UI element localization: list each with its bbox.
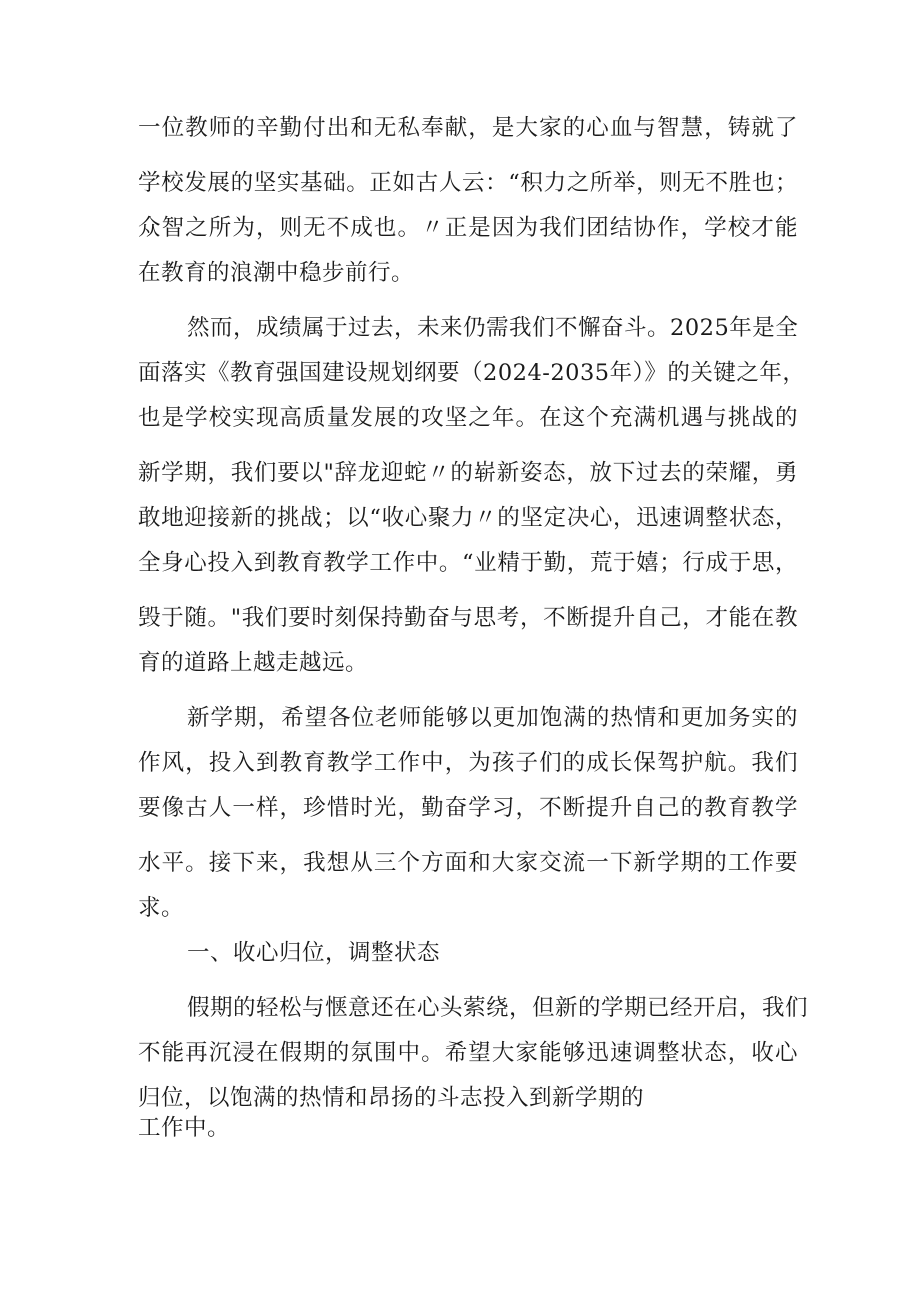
- paragraph-line: 育的道路上越走越远。: [138, 650, 369, 676]
- paragraph-line: 工作中。: [138, 1115, 231, 1141]
- paragraph-line: 全身心投入到教育教学工作中。“业精于勤，荒于嬉；行成于思，: [138, 550, 798, 576]
- paragraph-line: 敢地迎接新的挑战；以“收心聚力〃的坚定决心，迅速调整状态，: [138, 505, 798, 531]
- section-heading: 一、收心归位，调整状态: [187, 940, 441, 966]
- paragraph-line: 然而，成绩属于过去，未来仍需我们不懈奋斗。2025年是全: [187, 315, 799, 341]
- paragraph-line: 在教育的浪潮中稳步前行。: [138, 260, 415, 286]
- paragraph-line: 不能再沉浸在假期的氛围中。希望大家能够迅速调整状态，收心: [138, 1040, 798, 1066]
- paragraph-line: 新学期，希望各位老师能够以更加饱满的热情和更加务实的: [187, 705, 798, 731]
- paragraph-line: 一位教师的辛勤付出和无私奉献，是大家的心血与智慧，铸就了: [138, 115, 798, 141]
- paragraph-line: 求。: [138, 895, 185, 921]
- paragraph-line: 毁于随。"我们要时刻保持勤奋与思考，不断提升自己，才能在教: [138, 605, 798, 631]
- paragraph-line: 水平。接下来，我想从三个方面和大家交流一下新学期的工作要: [138, 850, 798, 876]
- paragraph-line: 新学期，我们要以"辞龙迎蛇〃的崭新姿态，放下过去的荣耀，勇: [138, 460, 798, 486]
- paragraph-line: 假期的轻松与惬意还在心头萦绕，但新的学期已经开启，我们: [187, 995, 809, 1021]
- paragraph-line: 学校发展的坚实基础。正如古人云：“积力之所举，则无不胜也；: [138, 170, 798, 196]
- paragraph-line: 要像古人一样，珍惜时光，勤奋学习，不断提升自己的教育教学: [138, 795, 798, 821]
- paragraph-line: 众智之所为，则无不成也。〃正是因为我们团结协作，学校才能: [138, 215, 798, 241]
- paragraph-line: 归位，以饱满的热情和昂扬的斗志投入到新学期的: [138, 1085, 645, 1111]
- paragraph-line: 作风，投入到教育教学工作中，为孩子们的成长保驾护航。我们: [138, 750, 798, 776]
- paragraph-line: 面落实《教育强国建设规划纲要（2024-2035年）》的关键之年，: [138, 360, 806, 386]
- paragraph-line: 也是学校实现高质量发展的攻坚之年。在这个充满机遇与挑战的: [138, 405, 798, 431]
